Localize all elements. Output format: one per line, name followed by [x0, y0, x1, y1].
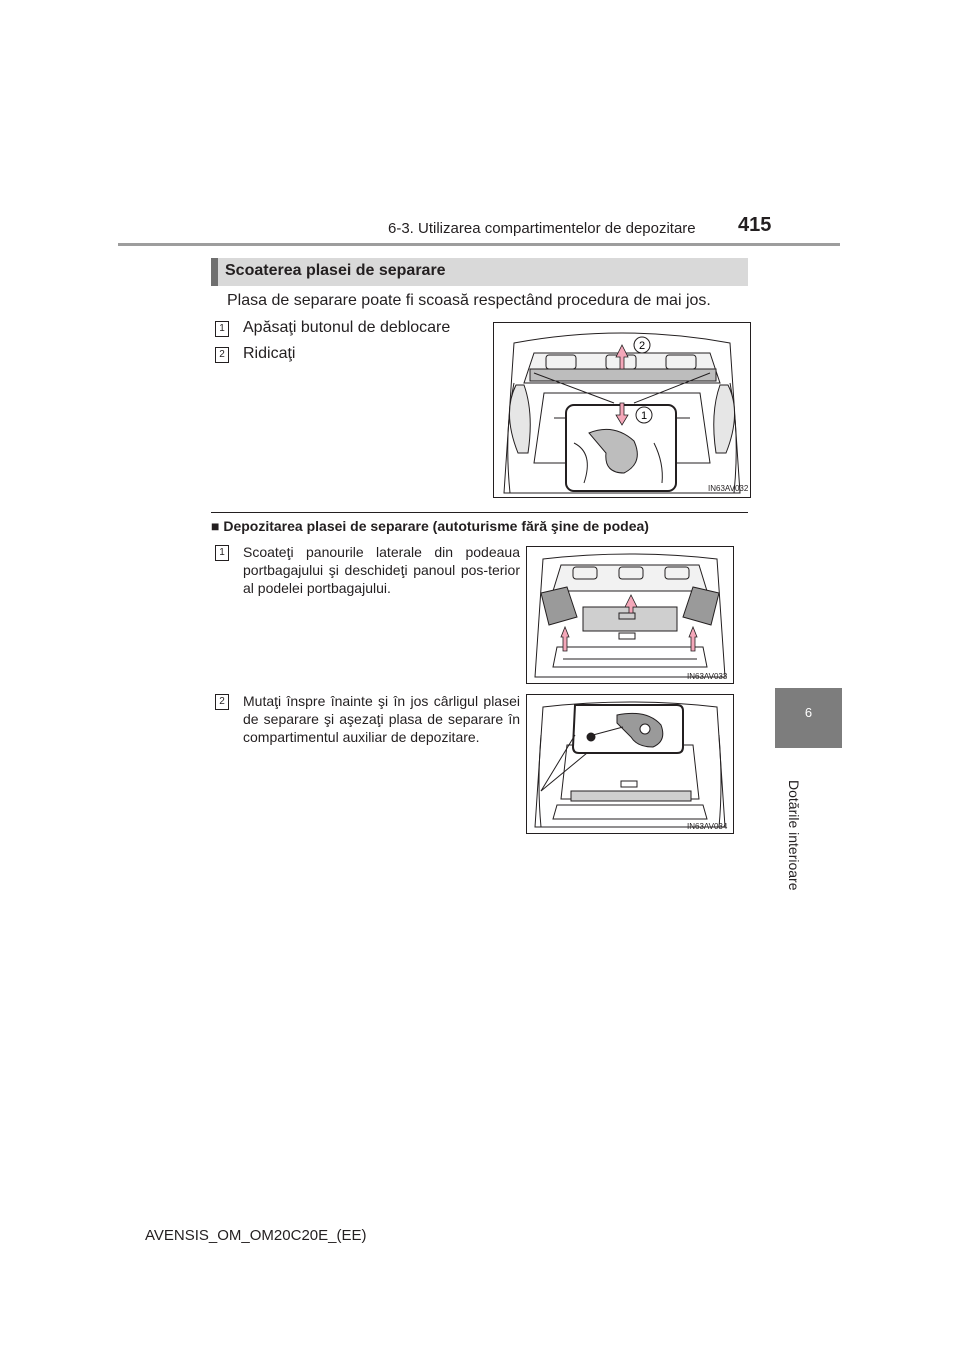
figure-remove-net-illustration: [494, 323, 750, 497]
section-heading-text: Scoaterea plasei de separare: [225, 262, 446, 279]
substep-1-text: Scoateţi panourile laterale din podeaua portbagajului şi deschideţi panoul pos-terior al podelei portbagajului.: [243, 544, 520, 596]
footer-doc-code: AVENSIS_OM_OM20C20E_(EE): [145, 1227, 367, 1244]
header-section-title: 6-3. Utilizarea compartimentelor de depozitare: [388, 220, 696, 237]
figure-code-032: IN63AV032: [708, 484, 749, 493]
figure-code-033: IN63AV033: [687, 672, 728, 681]
figure-store-net-illustration: [527, 695, 733, 833]
subsection-rule: [211, 512, 748, 513]
figure-code-034: IN63AV034: [687, 822, 728, 831]
section-heading-bar: [211, 258, 218, 286]
step-2-text: Ridicaţi: [243, 345, 296, 362]
chapter-number: 6: [804, 705, 813, 720]
figure-side-panels-illustration: [527, 547, 733, 683]
section-intro: Plasa de separare poate fi scoasă respectând procedura de mai jos.: [227, 292, 711, 309]
substep-2-text: Mutaţi înspre înainte şi în jos cârligul plasei de separare şi aşezaţi plasa de separare în compartimentul auxiliar de depozitare.: [243, 693, 520, 745]
step-2-number: 2: [215, 347, 229, 363]
callout-2: 2: [638, 340, 646, 352]
figure-remove-net: [493, 322, 751, 498]
step-1-text: Apăsaţi butonul de deblocare: [243, 319, 451, 336]
page-number: 415: [738, 214, 772, 236]
step-1-number: 1: [215, 321, 229, 337]
chapter-label: Dotările interioare: [786, 780, 802, 891]
substep-2-number: 2: [215, 694, 229, 710]
section-heading: [211, 258, 748, 286]
figure-store-net: [526, 694, 734, 834]
header-rule: [118, 243, 840, 246]
substep-1-number: 1: [215, 545, 229, 561]
figure-side-panels: [526, 546, 734, 684]
subsection-heading: ■ Depozitarea plasei de separare (autoturisme fără şine de podea): [211, 518, 649, 534]
callout-1: 1: [640, 410, 648, 422]
